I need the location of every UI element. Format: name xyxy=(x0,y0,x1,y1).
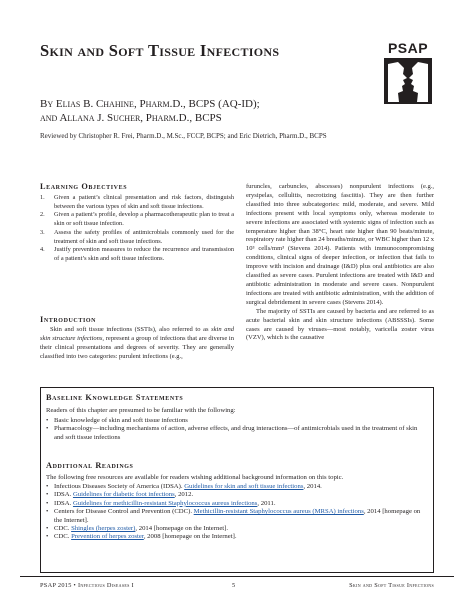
objective-item xyxy=(40,211,234,228)
objective-number: 3. xyxy=(40,228,45,236)
reading-item xyxy=(46,483,428,491)
bullet-icon: • xyxy=(46,425,49,433)
reading-source: CDC. xyxy=(54,525,72,533)
reading-link[interactable]: Methicillin-resistant Staphylococcus aureus (MRSA) infections xyxy=(193,508,364,516)
baseline-knowledge-heading: Baseline Knowledge Statements xyxy=(46,393,184,402)
bullet-icon: • xyxy=(46,417,49,424)
bullet-icon: • xyxy=(46,525,49,533)
list-item xyxy=(46,425,428,442)
reading-link[interactable]: Shingles (herpes zoster) xyxy=(71,525,136,533)
reviewers-line: Reviewed by Christopher R. Frei, Pharm.D., M.Sc., FCCP, BCPS; and Eric Dietrich, Pharm.D., BCPS xyxy=(40,132,327,140)
learning-objectives-heading: Learning Objectives xyxy=(40,182,128,191)
reading-link[interactable]: Guidelines for methicillin-resistant Staphylococcus aureus infections xyxy=(72,499,258,507)
objective-text: Given a patient’s clinical presentation and risk factors, distinguish between the various types of skin and soft tissue infections. xyxy=(54,194,234,210)
introduction-heading: Introduction xyxy=(40,315,97,324)
objective-text: Given a patient’s profile, develop a pharmacotherapeutic plan to treat a skin or soft tissue infection. xyxy=(54,211,234,228)
objective-item xyxy=(40,246,234,263)
chapter-title: Skin and Soft Tissue Infections xyxy=(40,41,280,60)
reading-source: IDSA. xyxy=(54,499,73,507)
reading-link[interactable]: Prevention of herpes zoster xyxy=(71,533,144,541)
bullet-icon: • xyxy=(46,483,49,490)
list-item-text: Pharmacology—including mechanisms of action, adverse effects, and drug interactions—of antimicrobials used in the treatment of skin and soft tissue infections xyxy=(54,425,418,441)
objective-text: Justify prevention measures to reduce the recurrence and transmission of a patient’s skin and soft tissue infections. xyxy=(54,246,234,262)
reading-link[interactable]: Guidelines for skin and soft tissue infections xyxy=(184,483,304,490)
body-paragraph-2: The majority of SSTIs are caused by bacteria and are referred to as acute bacterial skin and skin structure infections (ABSSSIs). Some cases are caused by viruses—most notably, varicella zoster virus (VZV), which is the causative xyxy=(246,307,434,342)
profile-faces-icon xyxy=(384,58,432,104)
reading-item xyxy=(46,508,428,525)
authors-line-2: and Allana J. Sucher, Pharm.D., BCPS xyxy=(40,112,222,124)
bullet-icon: • xyxy=(46,491,49,499)
reading-date: , 2014. xyxy=(303,483,322,490)
footer-chapter-title: Skin and Soft Tissue Infections xyxy=(349,582,434,589)
reading-item xyxy=(46,525,428,533)
reading-item xyxy=(46,500,428,508)
objective-number: 2. xyxy=(40,211,45,219)
intro-text-b: , represent a group of infections that are diverse in their clinical presentations and degrees of severity. They are generally classified into two categories: purulent infections (e.g., xyxy=(40,334,234,360)
authors xyxy=(40,97,260,125)
objective-number: 1. xyxy=(40,194,45,201)
reading-source: IDSA. xyxy=(54,491,73,499)
reading-date: , 2014 [homepage on the Internet]. xyxy=(135,525,229,533)
bullet-icon: • xyxy=(46,508,49,516)
intro-text-a: Skin and soft tissue infections (SSTIs), also referred to as xyxy=(50,326,212,333)
objective-item xyxy=(40,194,234,211)
additional-readings-intro: The following free resources are available for readers wishing additional background information on this topic. xyxy=(46,474,344,481)
list-item-text: Basic knowledge of skin and soft tissue infections xyxy=(54,417,188,424)
additional-readings-list xyxy=(46,483,428,542)
reading-date: , 2011. xyxy=(257,499,276,507)
objective-text: Assess the safety profiles of antimicrobials commonly used for the treatment of skin and soft tissue infections. xyxy=(54,228,234,245)
footer-book-title: PSAP 2015 • Infectious Diseases I xyxy=(40,582,134,589)
logo-text: PSAP xyxy=(387,40,429,56)
bullet-icon: • xyxy=(46,533,49,541)
page-number: 5 xyxy=(232,582,236,589)
reading-date: , 2008 [homepage on the Internet]. xyxy=(143,533,237,541)
psap-logo xyxy=(382,40,434,106)
footer-divider xyxy=(20,576,454,577)
body-paragraph-1: furuncles, carbuncles, abscesses) nonpurulent infections (e.g., erysipelas, cellulitis, necrotizing fasciitis). They are then further classified into three subcategories: mild, moderate, and severe. Mild infections present with local symptoms only, whereas moderate to severe infections are associated with systemic signs of infection such as temperature higher than 38°C, heart rate higher than 90 beats/minute, respiratory rate higher than 24 breaths/minute, or WBC higher than 12 x 10³ cells/mm³ (Stevens 2014). Patients with immunocompromising conditions, clinical signs of deeper infection, or infection that fails to improve with incision and drainage (I&D) plus oral antibiotics are also classified as severe cases. Purulent infections are treated with I&D and antibiotic administration in moderate and severe cases. Nonpurulent infections are treated with antibiotic administration, with the addition of surgical debridement in severe cases (Stevens 2014). xyxy=(246,183,434,306)
learning-objectives-list xyxy=(40,194,234,264)
bullet-icon: • xyxy=(46,499,49,507)
baseline-knowledge-list xyxy=(46,417,428,442)
additional-readings-heading: Additional Readings xyxy=(46,461,134,470)
intro-text-emphasis: skin and skin structure infections xyxy=(40,326,234,342)
authors-line-1: By Elias B. Chahine, Pharm.D., BCPS (AQ-ID); xyxy=(40,98,260,110)
objective-item xyxy=(40,229,234,246)
reading-item xyxy=(46,491,428,499)
reading-date: , 2014 [homepage on the Internet]. xyxy=(54,508,421,524)
objective-number: 4. xyxy=(40,246,45,254)
reading-item xyxy=(46,533,428,541)
reading-date: , 2012. xyxy=(174,491,194,499)
reading-link[interactable]: Guidelines for diabetic foot infections xyxy=(72,491,175,499)
right-column xyxy=(246,183,434,343)
reading-source: Infectious Diseases Society of America (IDSA). xyxy=(54,483,185,490)
reading-source: Centers for Disease Control and Prevention (CDC). xyxy=(54,508,194,516)
reading-source: CDC. xyxy=(54,533,72,541)
introduction-paragraph xyxy=(40,326,234,362)
list-item xyxy=(46,417,428,425)
baseline-knowledge-intro: Readers of this chapter are presumed to be familiar with the following: xyxy=(46,407,236,414)
